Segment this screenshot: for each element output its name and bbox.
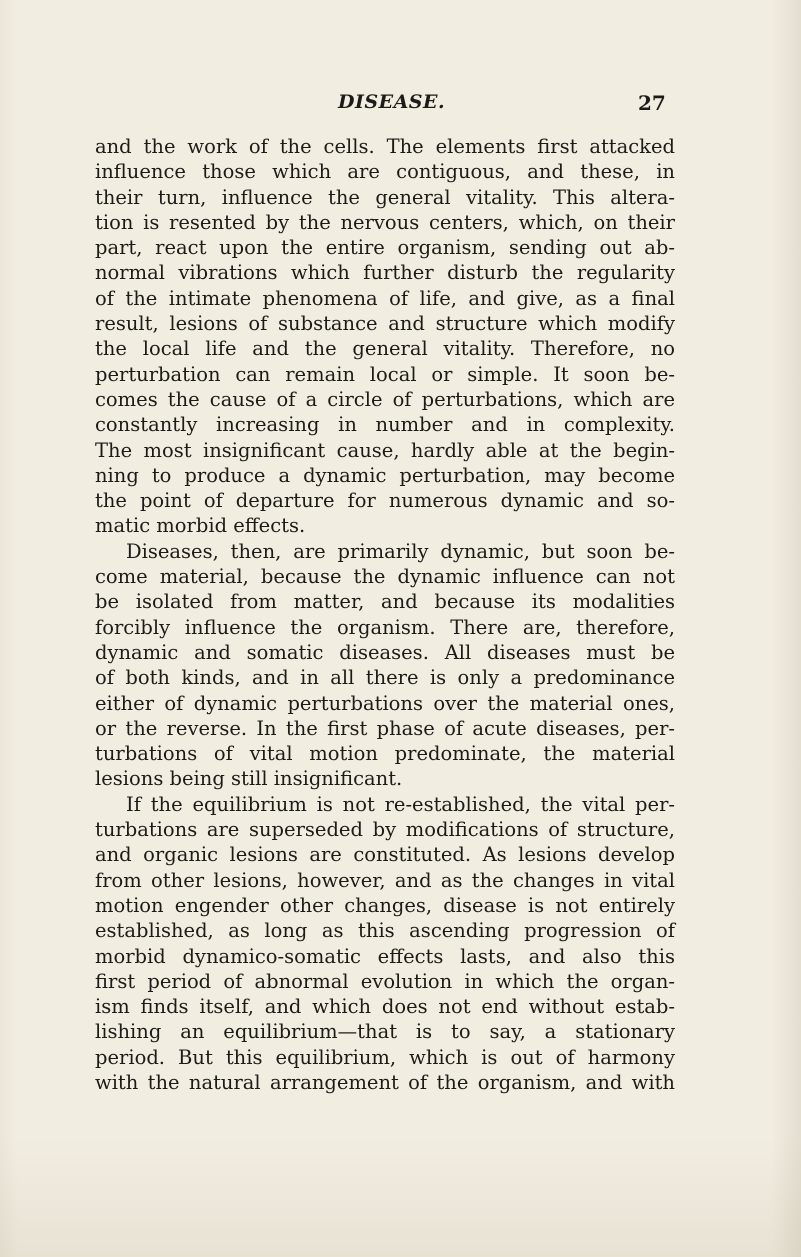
text-line: come material, because the dynamic influence can not: [95, 565, 675, 589]
text-line: of the intimate phenomena of life, and give, as a final: [95, 286, 675, 310]
text-line: part, react upon the entire organism, sending out ab-: [95, 236, 675, 260]
text-line: result, lesions of substance and structure which modify: [95, 312, 675, 336]
text-line: motion engender other changes, disease is not entirely: [95, 893, 675, 917]
text-line: The most insignificant cause, hardly able at the begin-: [95, 438, 675, 462]
text-line: ning to produce a dynamic perturbation, may become: [95, 463, 675, 487]
text-line: morbid dynamico-somatic effects lasts, and also this: [95, 944, 675, 968]
text-line: perturbation can remain local or simple. It soon be-: [95, 362, 675, 386]
text-line: ism finds itself, and which does not end without estab-: [95, 995, 675, 1019]
text-line: Diseases, then, are primarily dynamic, but soon be-: [126, 539, 675, 563]
page-header: [0, 91, 801, 121]
text-line: dynamic and somatic diseases. All diseases must be: [95, 640, 675, 664]
text-line: turbations are superseded by modifications of structure,: [95, 818, 675, 842]
text-line: turbations of vital motion predominate, the material: [95, 742, 675, 766]
text-line: be isolated from matter, and because its modalities: [95, 590, 675, 614]
text-line: forcibly influence the organism. There are, therefore,: [95, 615, 675, 639]
text-line: the point of departure for numerous dynamic and so-: [95, 489, 675, 513]
text-line: matic morbid effects.: [95, 514, 306, 538]
text-line: with the natural arrangement of the organism, and with: [95, 1070, 675, 1094]
text-line: tion is resented by the nervous centers, which, on their: [95, 210, 675, 234]
text-line: and organic lesions are constituted. As lesions develop: [95, 843, 675, 867]
text-line: influence those which are contiguous, and these, in: [95, 160, 675, 184]
text-line: their turn, influence the general vitality. This altera-: [95, 185, 675, 209]
text-line: period. But this equilibrium, which is out of harmony: [95, 1045, 675, 1069]
text-line: from other lesions, however, and as the changes in vital: [95, 868, 675, 892]
text-line: or the reverse. In the first phase of acute diseases, per-: [95, 716, 675, 740]
text-line: and the work of the cells. The elements first attacked: [95, 135, 675, 158]
text-line: constantly increasing in number and in complexity.: [95, 413, 675, 437]
text-line: of both kinds, and in all there is only a predominance: [95, 666, 675, 690]
text-line: first period of abnormal evolution in which the organ-: [95, 969, 675, 993]
text-line: the local life and the general vitality. Therefore, no: [95, 337, 675, 361]
text-line: If the equilibrium is not re-established, the vital per-: [126, 792, 675, 816]
page-number: 27: [638, 91, 666, 115]
running-head: DISEASE.: [338, 91, 446, 113]
text-line: comes the cause of a circle of perturbations, which are: [95, 387, 675, 411]
text-line: normal vibrations which further disturb the regularity: [95, 261, 675, 285]
body-text: [95, 134, 675, 1095]
text-line: either of dynamic perturbations over the material ones,: [95, 691, 675, 715]
text-line: established, as long as this ascending progression of: [95, 919, 675, 943]
text-line: lishing an equilibrium—that is to say, a stationary: [95, 1020, 675, 1044]
text-line: lesions being still insignificant.: [95, 767, 403, 791]
